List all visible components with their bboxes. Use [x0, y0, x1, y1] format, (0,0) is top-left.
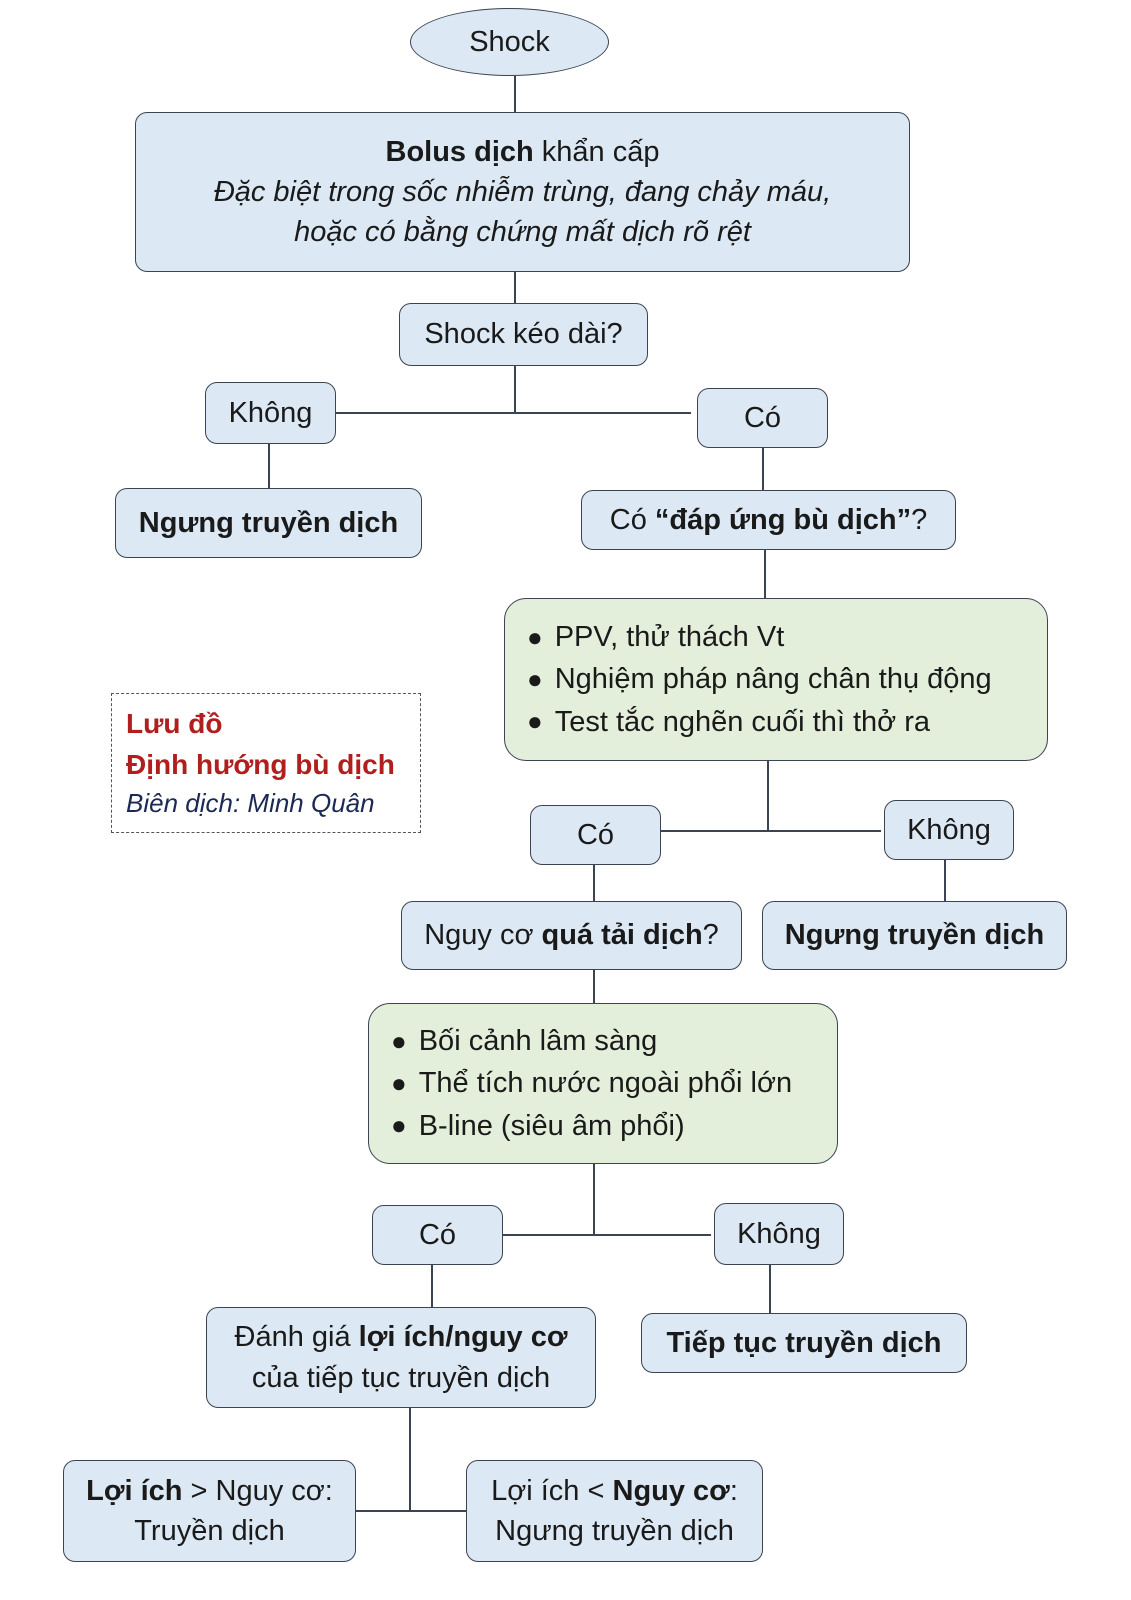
node-stop-2 [762, 901, 1067, 970]
node-assess-pre: Đánh giá [234, 1321, 359, 1354]
node-stop-1-label: Ngưng truyền dịch [138, 506, 399, 539]
node-fluid-responsive-bold: “đáp ứng bù dịch” [654, 503, 912, 536]
node-benefit-greater-line2: Truyền dịch [134, 1515, 285, 1547]
legend-credit: Biên dịch: Minh Quân [126, 788, 375, 819]
node-bolus-line1 [386, 132, 660, 172]
bullet-dot-icon: ● [527, 621, 543, 652]
node-fluid-responsive-line [610, 500, 927, 540]
test-item [527, 616, 784, 658]
node-risk-greater-line1 [491, 1471, 738, 1511]
node-assess-benefit-risk [206, 1307, 596, 1408]
node-yes-3 [372, 1205, 503, 1265]
node-risk-greater-bold: Nguy cơ [612, 1474, 730, 1507]
node-bolus-line2: Đặc biệt trong sốc nhiễm trùng, đang chảy máu, [213, 175, 832, 208]
bullet-dot-icon: ● [527, 705, 543, 736]
node-overload-bold: quá tải dịch [541, 919, 703, 952]
node-overload-post: ? [702, 919, 719, 952]
node-yes-2 [530, 805, 661, 865]
node-risk-greater-post: : [729, 1474, 738, 1507]
node-no-1 [205, 382, 336, 444]
test-item-label: Test tắc nghẽn cuối thì thở ra [554, 705, 931, 738]
node-overload-pre: Nguy cơ [424, 919, 542, 952]
node-no-1-label: Không [228, 396, 313, 429]
node-fluid-responsive-pre: Có [609, 503, 655, 536]
node-overload-factors [368, 1003, 838, 1164]
node-assess-bold: lợi ích/nguy cơ [358, 1321, 568, 1354]
node-stop-1 [115, 488, 422, 558]
node-risk-greater-pre: Lợi ích < [491, 1474, 613, 1507]
node-prolonged-shock [399, 303, 648, 366]
node-responsiveness-tests [504, 598, 1048, 761]
node-bolus [135, 112, 910, 272]
node-bolus-line3: hoặc có bằng chứng mất dịch rõ rệt [294, 216, 751, 248]
node-no-3-label: Không [737, 1217, 821, 1250]
node-continue-label: Tiếp tục truyền dịch [666, 1326, 942, 1359]
legend-title-line2: Định hướng bù dịch [126, 748, 395, 780]
node-prolonged-label: Shock kéo dài? [424, 318, 623, 351]
node-overload-risk [401, 901, 742, 970]
node-benefit-greater-line1 [86, 1471, 333, 1511]
node-yes-1 [697, 388, 828, 448]
factor-item [391, 1020, 657, 1062]
node-shock [410, 8, 609, 76]
factor-item-label: Bối cảnh lâm sàng [418, 1025, 658, 1058]
node-risk-greater-line2: Ngưng truyền dịch [495, 1515, 734, 1547]
test-item-label: PPV, thử thách Vt [554, 621, 785, 654]
factor-item [391, 1062, 792, 1104]
node-benefit-greater-rest: > Nguy cơ: [182, 1474, 333, 1507]
node-no-2-label: Không [907, 813, 991, 846]
node-no-2 [884, 800, 1014, 860]
node-fluid-responsive-post: ? [911, 503, 928, 536]
legend-box [111, 693, 421, 833]
node-yes-3-label: Có [418, 1218, 457, 1251]
node-continue-fluids [641, 1313, 967, 1373]
node-bolus-bold: Bolus dịch [385, 135, 534, 168]
factor-item-label: Thể tích nước ngoài phổi lớn [418, 1067, 793, 1100]
node-risk-greater [466, 1460, 763, 1562]
test-item [527, 658, 992, 700]
bullet-dot-icon: ● [527, 663, 543, 694]
bullet-dot-icon: ● [391, 1109, 407, 1140]
node-bolus-rest: khẩn cấp [533, 135, 660, 168]
bullet-dot-icon: ● [391, 1067, 407, 1098]
node-benefit-greater [63, 1460, 356, 1562]
bullet-dot-icon: ● [391, 1025, 407, 1056]
node-yes-2-label: Có [576, 818, 615, 851]
node-no-3 [714, 1203, 844, 1265]
test-item [527, 701, 930, 743]
node-overload-line [424, 915, 719, 955]
node-fluid-responsive [581, 490, 956, 550]
node-yes-1-label: Có [743, 401, 782, 434]
node-stop-2-label: Ngưng truyền dịch [784, 919, 1045, 952]
factor-item [391, 1105, 685, 1147]
node-assess-line2: của tiếp tục truyền dịch [251, 1361, 551, 1394]
legend-title-line1: Lưu đồ [126, 708, 223, 739]
factor-item-label: B-line (siêu âm phổi) [418, 1109, 685, 1142]
node-assess-line1 [235, 1317, 568, 1357]
node-benefit-greater-bold: Lợi ích [86, 1474, 183, 1507]
test-item-label: Nghiệm pháp nâng chân thụ động [554, 663, 992, 696]
node-shock-label: Shock [469, 25, 550, 58]
